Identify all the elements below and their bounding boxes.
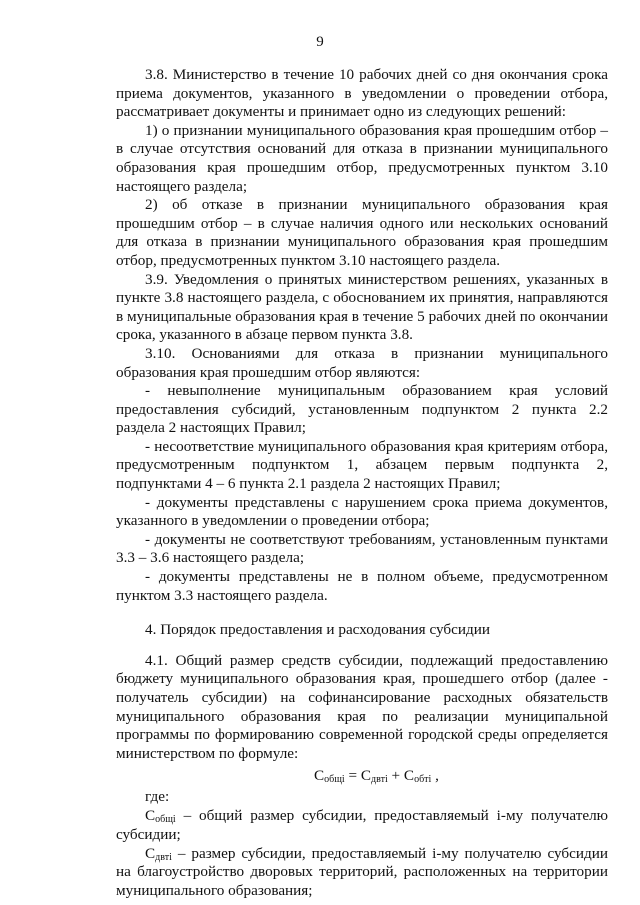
- paragraph-decision-2: 2) об отказе в признании муниципального образования края прошедшим отбор – в случае наличия одного или нескольких оснований для отказа в признании муниципального образования края прошедшим отбор, предусмотренных пунктом 3.10 настоящего раздела.: [116, 196, 608, 269]
- refusal-ground-2: - несоответствие муниципального образования края критериям отбора, предусмотренным подпунктом 1, абзацем первым подпункта 2, подпунктами 4 – 6 пункта 2.1 раздела 2 настоящих Правил;: [116, 437, 608, 493]
- formula-term-yards: $С_{двтi}$: [360, 767, 388, 786]
- paragraph-3-9: 3.9. Уведомления о принятых министерством решениях, указанных в пункте 3.8 настоящего раздела, с обоснованием их принятия, направляются в муниципальные образования края в течение 5 рабочих дней по окончании срока, указанного в абзаце первом пункта 3.8.: [116, 270, 608, 344]
- subsidy-formula: $С_{общi} = С_{двтi} + С_{обтi}$ ,: [314, 767, 439, 786]
- paragraph-3-8: 3.8. Министерство в течение 10 рабочих дней со дня окончания срока приема документов, указанного в уведомлении о проведении отбора, рассматривает документы и принимает одно из следующих решений:: [116, 66, 608, 121]
- page-number: 9: [316, 34, 324, 50]
- definition-yard-subsidy: $С_{двтi}$ – размер субсидии, предоставляемый i-му получателю субсидии на благоустройство дворовых территорий, расположенных на территории муниципального образования;: [116, 844, 608, 899]
- document-body: [116, 66, 608, 900]
- refusal-ground-1: - невыполнение муниципальным образованием края условий предоставления субсидий, установленным подпунктом 2 пункта 2.2 раздела 2 настоящих Правил;: [116, 382, 608, 437]
- section-heading: 4. Порядок предоставления и расходования субсидии: [145, 621, 490, 639]
- paragraph-3-10: 3.10. Основаниями для отказа в признании муниципального образования края прошедшим отбор являются:: [116, 344, 608, 381]
- definition-total-subsidy: $С_{общi}$ – общий размер субсидии, предоставляемый i-му получателю субсидии;: [116, 807, 608, 843]
- formula-lhs: $С_{общi}$: [314, 767, 345, 786]
- refusal-ground-5: - документы представлены не в полном объеме, предусмотренном пунктом 3.3 настоящего раздела.: [116, 568, 608, 604]
- where-label: где:: [145, 788, 170, 806]
- refusal-ground-4: - документы не соответствуют требованиям, установленным пунктами 3.3 – 3.6 настоящего раздела;: [116, 530, 608, 567]
- paragraph-decision-1: 1) о признании муниципального образования края прошедшим отбор – в случае отсутствия оснований для отказа в признании муниципального образования края прошедшим отбор, предусмотренных пунктом 3.10 настоящего раздела;: [116, 121, 608, 195]
- formula-term-public: $С_{обтi}$: [403, 767, 432, 786]
- paragraph-4-1: 4.1. Общий размер средств субсидии, подлежащий предоставлению бюджету муниципального образования края, прошедшего отбор (далее - получатель субсидии) на софинансирование расходных обязательств муниципального образования края по реализации муниципальной программы по формированию современной городской среды определяется министерством по формуле:: [116, 651, 608, 762]
- refusal-ground-3: - документы представлены с нарушением срока приема документов, указанного в уведомлении о проведении отбора;: [116, 493, 608, 530]
